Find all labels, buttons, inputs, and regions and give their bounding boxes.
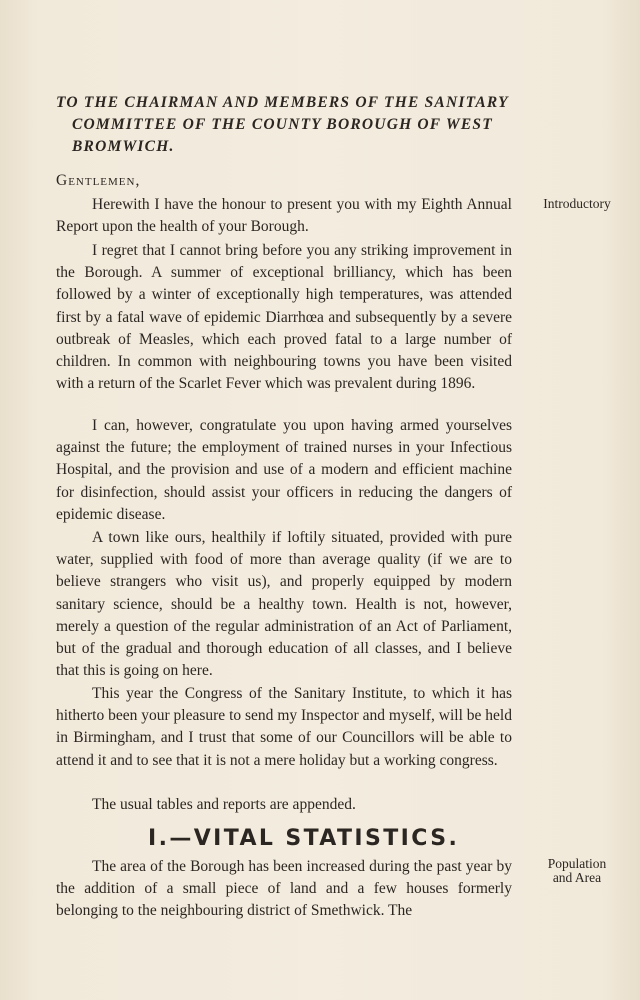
salutation: Gentlemen, bbox=[56, 172, 141, 189]
paragraph-regret: I regret that I cannot bring before you any striking improvement in the Borough. A summer of exceptional brilliancy, which has been followed by a winter of exceptionally high temperatures, was attended first by a fatal wave of epidemic Diarrhœa and subsequently by a severe outbreak of Measles, which each proved fatal to a large number of children. In common with neighbouring towns you have been visited with a return of the Scarlet Fever which was prevalent during 1896. bbox=[56, 242, 512, 393]
paragraph-area: The area of the Borough has been increased during the past year by the addition of a small piece of land and a few houses formerly belonging to the neighbouring district of Smethwick. The bbox=[56, 858, 512, 920]
margin-note-population-line-1: Population bbox=[547, 856, 607, 871]
paragraph-congratulate: I can, however, congratulate you upon having armed yourselves against the future; the employment of trained nurses in your Infectious Hospital, and the provision and use of a modern and efficient machine for disinfection, should assist your officers in reducing the dangers of epidemic disease. bbox=[56, 417, 512, 523]
heading-line-3: BROMWICH. bbox=[72, 138, 175, 155]
margin-note-population-line-2: and Area bbox=[552, 870, 602, 885]
heading-line-2: COMMITTEE OF THE COUNTY BOROUGH OF WEST bbox=[72, 116, 493, 133]
paragraph-tables: The usual tables and reports are appended. bbox=[92, 796, 356, 813]
paragraph-introduction: Herewith I have the honour to present you with my Eighth Annual Report upon the health of your Borough. bbox=[56, 196, 512, 236]
address-heading bbox=[56, 92, 512, 158]
paragraph-healthy-town: A town like ours, healthily if loftily situated, provided with pure water, supplied with food of more than average quality (if we are to believe strangers who visit us), and properly equipped by modern sanitary science, should be a healthy town. Health is not, however, merely a question of the regular administration of an Act of Parliament, but of the gradual and thorough education of all classes, and I believe that this is going on here. bbox=[56, 529, 512, 680]
heading-line-1: TO THE CHAIRMAN AND MEMBERS OF THE SANITARY bbox=[56, 94, 509, 111]
margin-note-population bbox=[527, 857, 627, 885]
paragraph-congress: This year the Congress of the Sanitary Institute, to which it has hitherto been your pleasure to send my Inspector and myself, will be held in Birmingham, and I trust that some of our Councillors will be able to attend it and to see that it is not a mere holiday but a working congress. bbox=[56, 685, 512, 769]
margin-note-introductory: Introductory bbox=[543, 196, 611, 211]
section-title: I.—VITAL STATISTICS. bbox=[148, 826, 460, 851]
